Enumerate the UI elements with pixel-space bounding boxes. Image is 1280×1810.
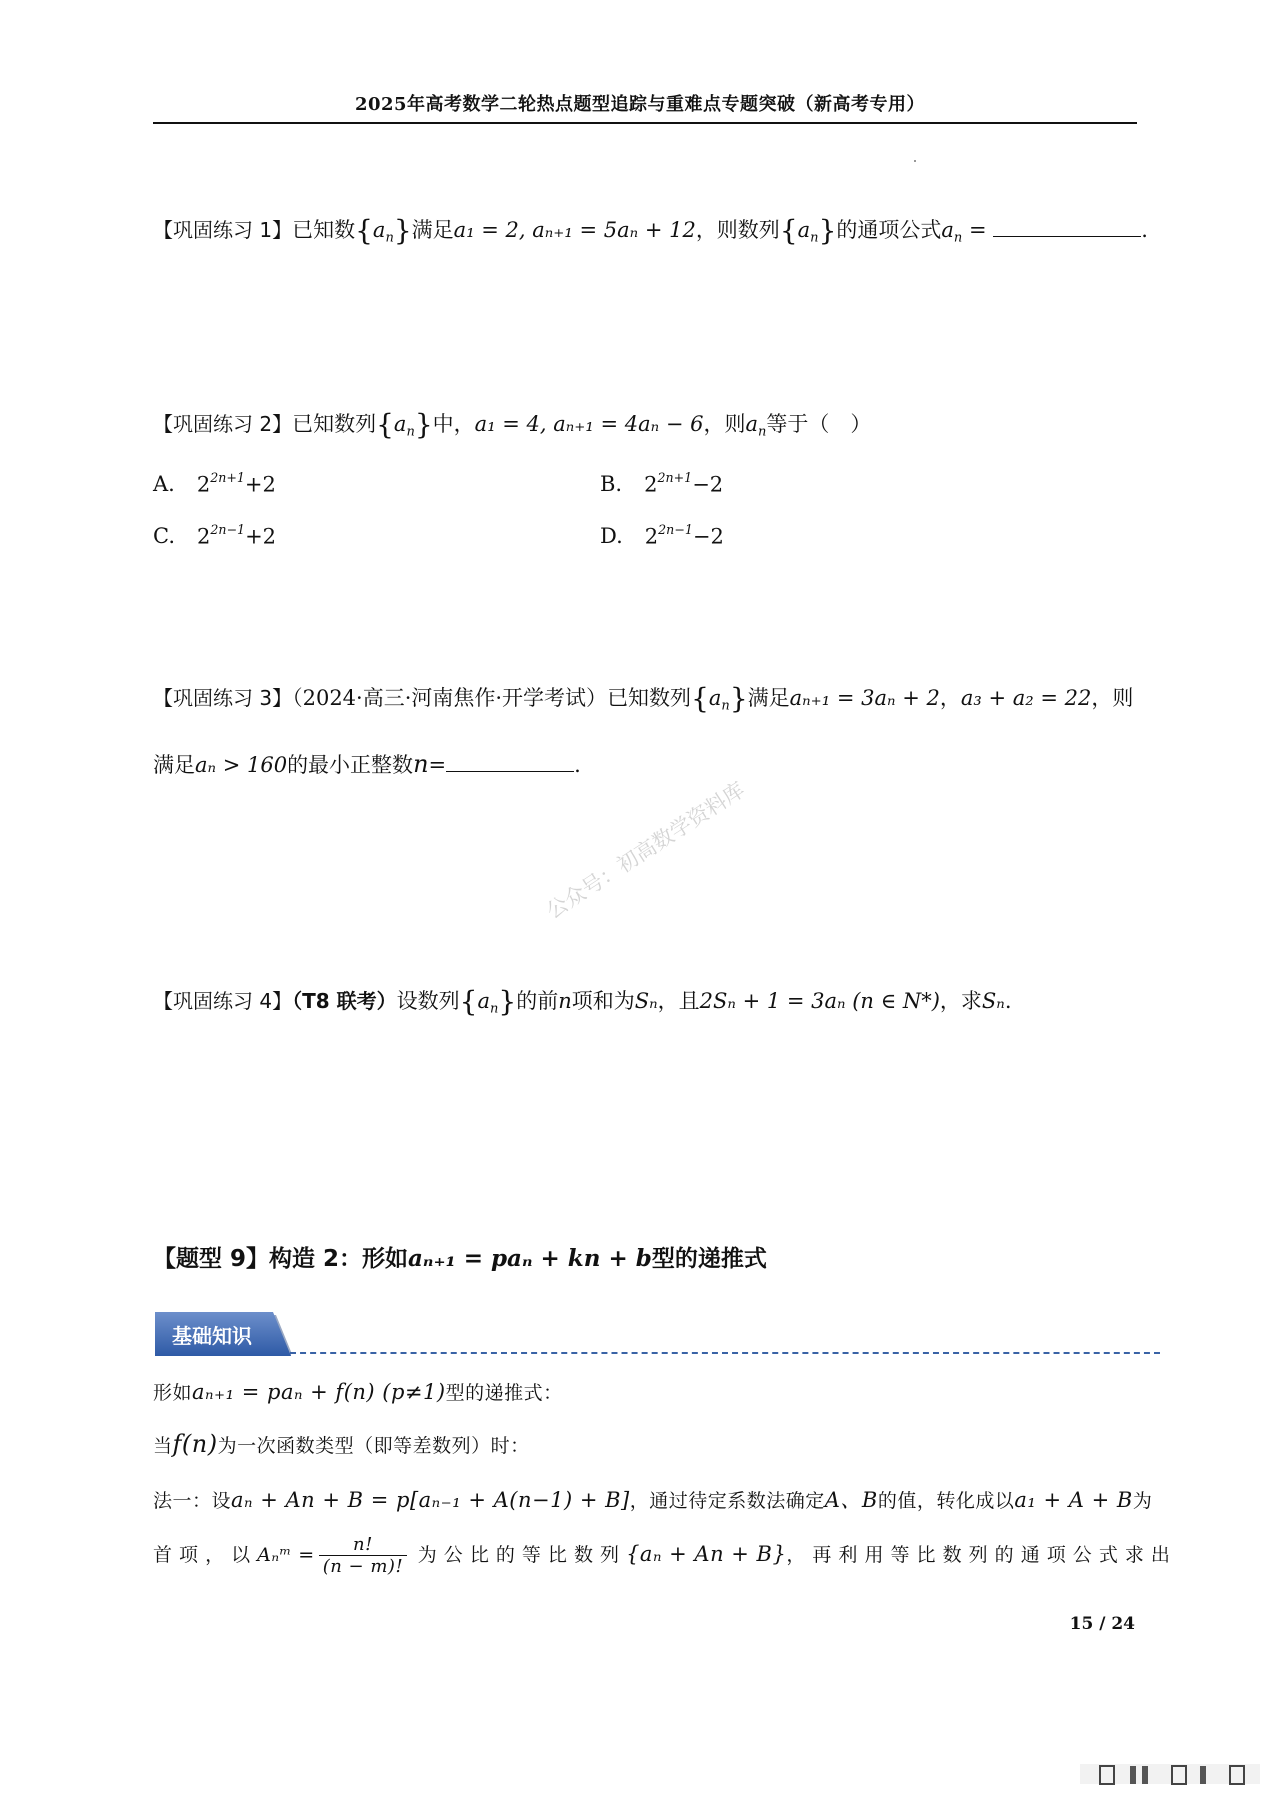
exercise-1-formula: a₁ = 2, aₙ₊₁ = 5aₙ + 12 xyxy=(453,218,696,242)
stray-dot xyxy=(914,160,916,162)
exercise-4-source: （T8 联考） xyxy=(292,989,397,1013)
exercise-2-text-c: ，则 xyxy=(703,412,746,436)
basics-line-3: 法一：设aₙ + An + B = p[aₙ₋₁ + A(n−1) + B]，通过待定系数法确定A、B的值，转化成以a₁ + A + B为 xyxy=(153,1488,1153,1512)
exercise-3-source: （2024·高三·河南焦作·开学考试） xyxy=(292,686,608,710)
exercise-1-text-d: 的通项公式 xyxy=(836,218,942,242)
exercise-2-formula: a₁ = 4, aₙ₊₁ = 4aₙ − 6 xyxy=(474,412,704,436)
basics-line-2: 当f(n)为一次函数类型（即等差数列）时： xyxy=(153,1430,530,1458)
exercise-2: 【巩固练习 2】已知数列$\{a_n\}$中，a₁ = 4, aₙ₊₁ = 4aₙ − 6，则$a_n$等于（ ） xyxy=(153,408,872,441)
section-title-formula: aₙ₊₁ = paₙ + kn + b xyxy=(408,1245,652,1272)
exercise-4: 【巩固练习 4】（T8 联考）设数列$\{a_n\}$的前n项和为Sₙ，且2Sₙ + 1 = 3aₙ (n ∈ N*)，求Sₙ. xyxy=(153,985,1012,1018)
basics-line-4: 首 项 ， 以 Aₙᵐ = $\frac{n!}{(n - m)!}$ 为 公 比 的 等 比 数 列 {aₙ + An + B}， 再 利 用 等 比 数 列 的 通 项 公 式 求 出 xyxy=(153,1534,1171,1577)
exercise-3-formula-2: a₃ + a₂ = 22 xyxy=(960,686,1092,710)
exercise-3-line-2: 满足aₙ > 160的最小正整数n= . xyxy=(153,750,581,778)
section-dashed-rule xyxy=(290,1352,1160,1354)
exercise-2-label: 【巩固练习 2】 xyxy=(153,412,293,436)
watermark: 公众号：初高数学资料库 xyxy=(542,777,749,924)
header-title: 2025年高考数学二轮热点题型追踪与重难点专题突破（新高考专用） xyxy=(354,94,926,115)
page-number: 15 / 24 xyxy=(1069,1614,1135,1634)
exercise-4-formula: 2Sₙ + 1 = 3aₙ (n ∈ N*) xyxy=(699,989,940,1013)
exercise-3-label: 【巩固练习 3】 xyxy=(153,686,293,710)
exercise-2-text-b: 中， xyxy=(432,412,475,436)
option-b[interactable]: B. $2^{2n+1}-2$ xyxy=(600,470,724,497)
basics-tag: 基础知识 xyxy=(172,1324,252,1348)
exercise-3-formula-3: aₙ > 160 xyxy=(195,753,288,777)
exercise-3: 【巩固练习 3】（2024·高三·河南焦作·开学考试）已知数列$\{a_n\}$满足aₙ₊₁ = 3aₙ + 2，a₃ + a₂ = 22，则 xyxy=(153,682,1134,715)
fraction: $\frac{n!}{(n - m)!}$ xyxy=(319,1534,407,1577)
exercise-1-text-a: 已知数 xyxy=(292,218,356,242)
section-title: 【题型 9】构造 2：形如aₙ₊₁ = paₙ + kn + b型的递推式 xyxy=(153,1245,767,1272)
basics-line-1: 形如aₙ₊₁ = paₙ + f(n) (p≠1)型的递推式： xyxy=(153,1380,563,1404)
exercise-3-formula-1: aₙ₊₁ = 3aₙ + 2 xyxy=(789,686,940,710)
answer-blank-3[interactable] xyxy=(446,771,574,772)
exercise-1-text-b: 满足 xyxy=(411,218,454,242)
scan-artifact xyxy=(1080,1760,1260,1788)
option-c[interactable]: C. $2^{2n-1}+2$ xyxy=(153,522,277,549)
option-d[interactable]: D. $2^{2n-1}-2$ xyxy=(600,522,724,549)
exercise-2-text-a: 已知数列 xyxy=(292,412,377,436)
exercise-4-label: 【巩固练习 4】 xyxy=(153,989,293,1013)
exercise-2-text-d: 等于（ ） xyxy=(766,412,872,436)
exercise-1: 【巩固练习 1】已知数$\{a_n\}$满足a₁ = 2, aₙ₊₁ = 5aₙ + 12，则数列$\{a_n\}$的通项公式$a_n$ = . xyxy=(153,214,1148,247)
header-rule xyxy=(153,122,1137,124)
answer-blank-1[interactable] xyxy=(993,236,1141,237)
exercise-1-text-c: ，则数列 xyxy=(695,218,780,242)
exercise-1-label: 【巩固练习 1】 xyxy=(153,218,293,242)
option-a[interactable]: A. $2^{2n+1}+2$ xyxy=(153,470,276,497)
